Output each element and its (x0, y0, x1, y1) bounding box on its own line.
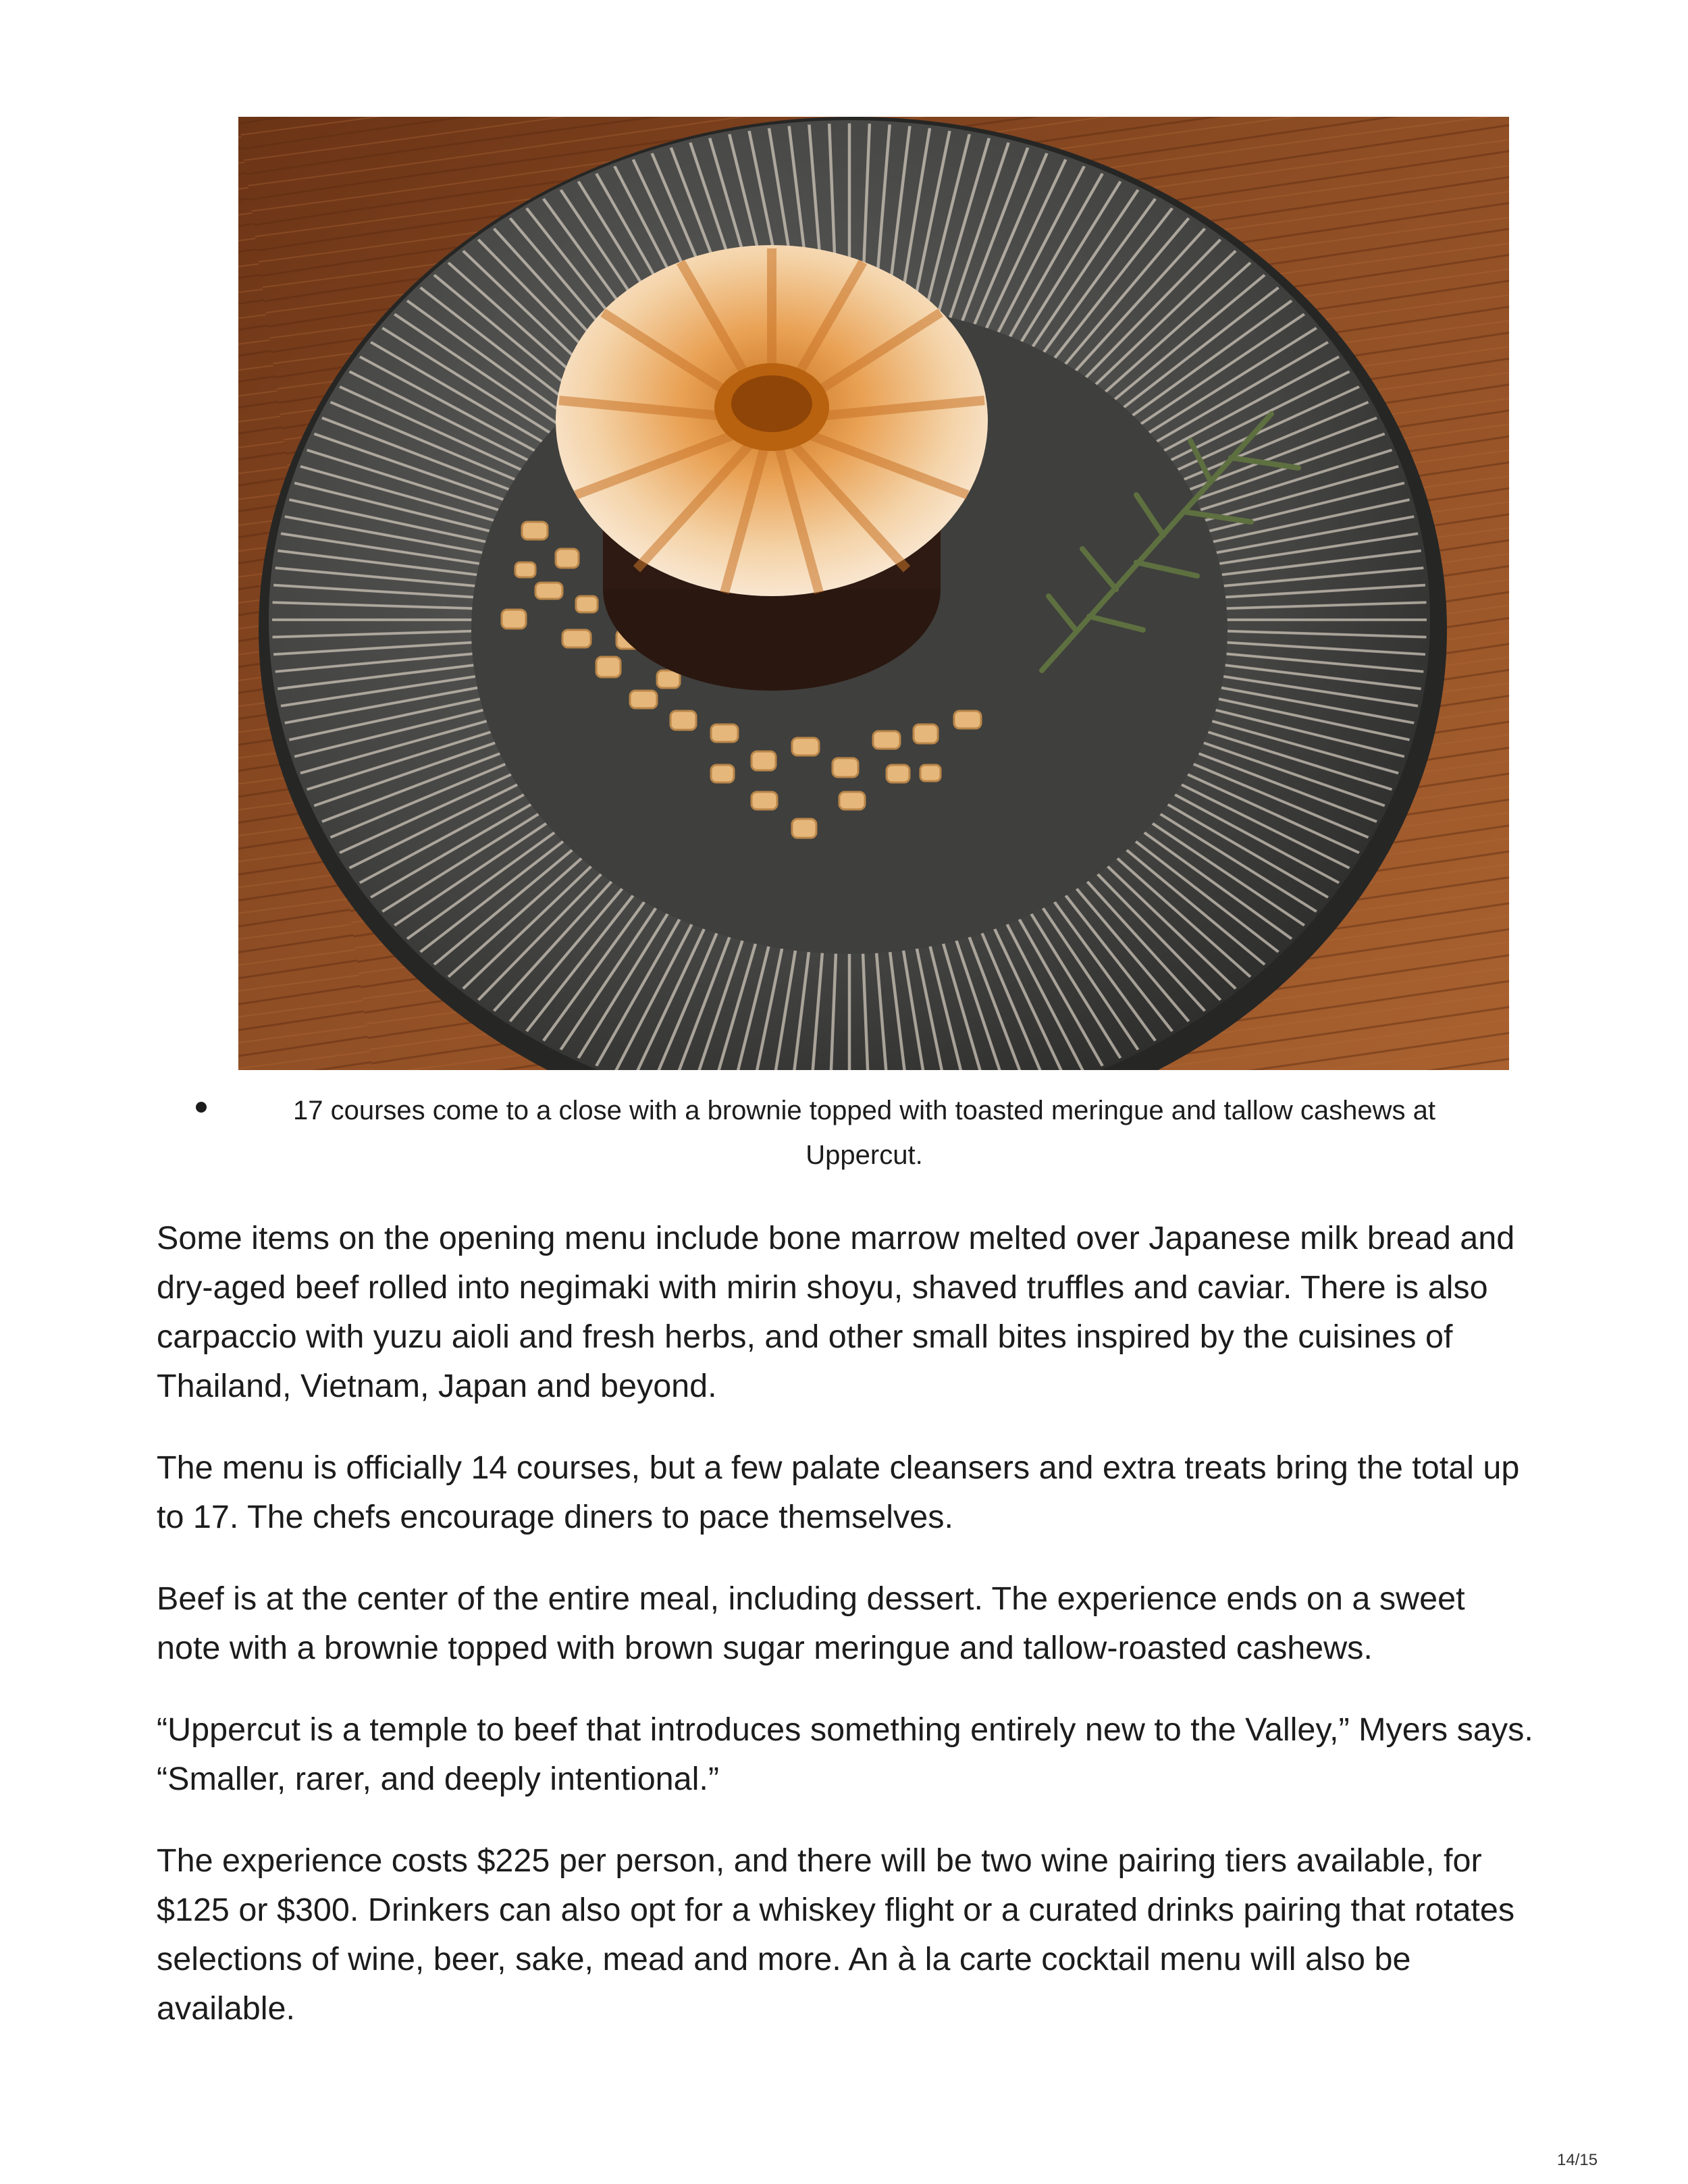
caption-text: 17 courses come to a close with a brownie topped with toasted meringue and tallow cashews at Uppercut. (292, 1096, 1436, 1170)
article-paragraph: Some items on the opening menu include bone marrow melted over Japanese milk bread and dry-aged beef rolled into negimaki with mirin shoyu, shaved truffles and caviar. There is also carpaccio with yuzu aioli and fresh herbs, and other small bites inspired by the cuisines of Thailand, Vietnam, Japan and beyond. (157, 1220, 1515, 1404)
article-body (157, 1214, 1534, 2066)
article-paragraph: The experience costs $225 per person, and there will be two wine pairing tiers available, for $125 or $300. Drinkers can also opt for a whiskey flight or a curated drinks pairing that rotates selections of wine, beer, sake, mead and more. An à la carte cocktail menu will also be available. (157, 1842, 1515, 2027)
dessert-image (238, 117, 1509, 1070)
bullet-icon (196, 1102, 207, 1113)
page-number: 14/15 (1557, 2151, 1598, 2169)
article-paragraph: Beef is at the center of the entire meal, including dessert. The experience ends on a sweet note with a brownie topped with brown sugar meringue and tallow-roasted cashews. (157, 1580, 1465, 1666)
photo-caption (176, 1088, 1539, 1177)
article-paragraph: The menu is officially 14 courses, but a few palate cleansers and extra treats bring the total up to 17. The chefs encourage diners to pace themselves. (157, 1449, 1520, 1535)
article-paragraph: “Uppercut is a temple to beef that introduces something entirely new to the Valley,” Myers says. “Smaller, rarer, and deeply intentional.” (157, 1711, 1533, 1797)
dessert-photo (238, 117, 1509, 1070)
